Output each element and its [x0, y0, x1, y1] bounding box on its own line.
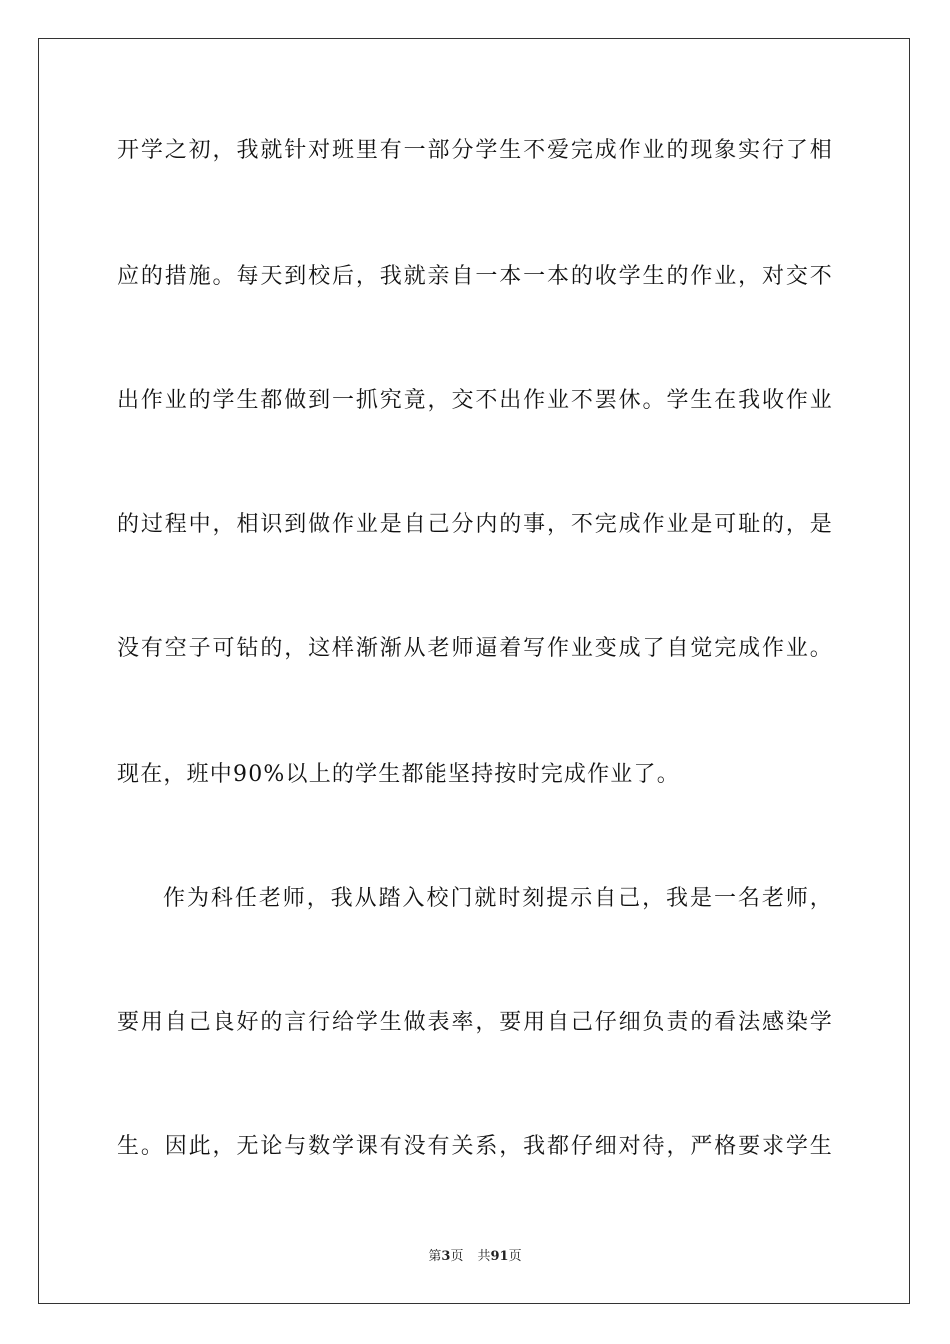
body-text-line-2: 应的措施。每天到校后，我就亲自一本一本的收学生的作业，对交不	[117, 264, 833, 289]
page-suffix: 页	[450, 1249, 464, 1264]
body-text-line-7-paragraph-start: 作为科任老师，我从踏入校门就时刻提示自己，我是一名老师，	[163, 886, 833, 911]
body-text-line-6: 现在，班中90%以上的学生都能坚持按时完成作业了。	[117, 762, 680, 787]
total-prefix: 共	[477, 1249, 491, 1264]
body-text-line-8: 要用自己良好的言行给学生做表率，要用自己仔细负责的看法感染学	[117, 1010, 833, 1035]
total-suffix: 页	[508, 1249, 522, 1264]
body-text-line-5: 没有空子可钻的，这样渐渐从老师逼着写作业变成了自觉完成作业。	[117, 636, 833, 661]
total-pages: 91	[490, 1249, 509, 1264]
body-text-line-4: 的过程中，相识到做作业是自己分内的事，不完成作业是可耻的，是	[117, 512, 833, 537]
page-prefix: 第	[428, 1249, 442, 1264]
page-border	[38, 38, 910, 1304]
page-number: 3	[441, 1249, 451, 1264]
body-text-line-1: 开学之初，我就针对班里有一部分学生不爱完成作业的现象实行了相	[117, 138, 833, 163]
page-footer	[0, 1248, 950, 1266]
body-text-line-9: 生。因此，无论与数学课有没有关系，我都仔细对待，严格要求学生	[117, 1134, 833, 1159]
body-text-line-3: 出作业的学生都做到一抓究竟，交不出作业不罢休。学生在我收作业	[117, 388, 833, 413]
